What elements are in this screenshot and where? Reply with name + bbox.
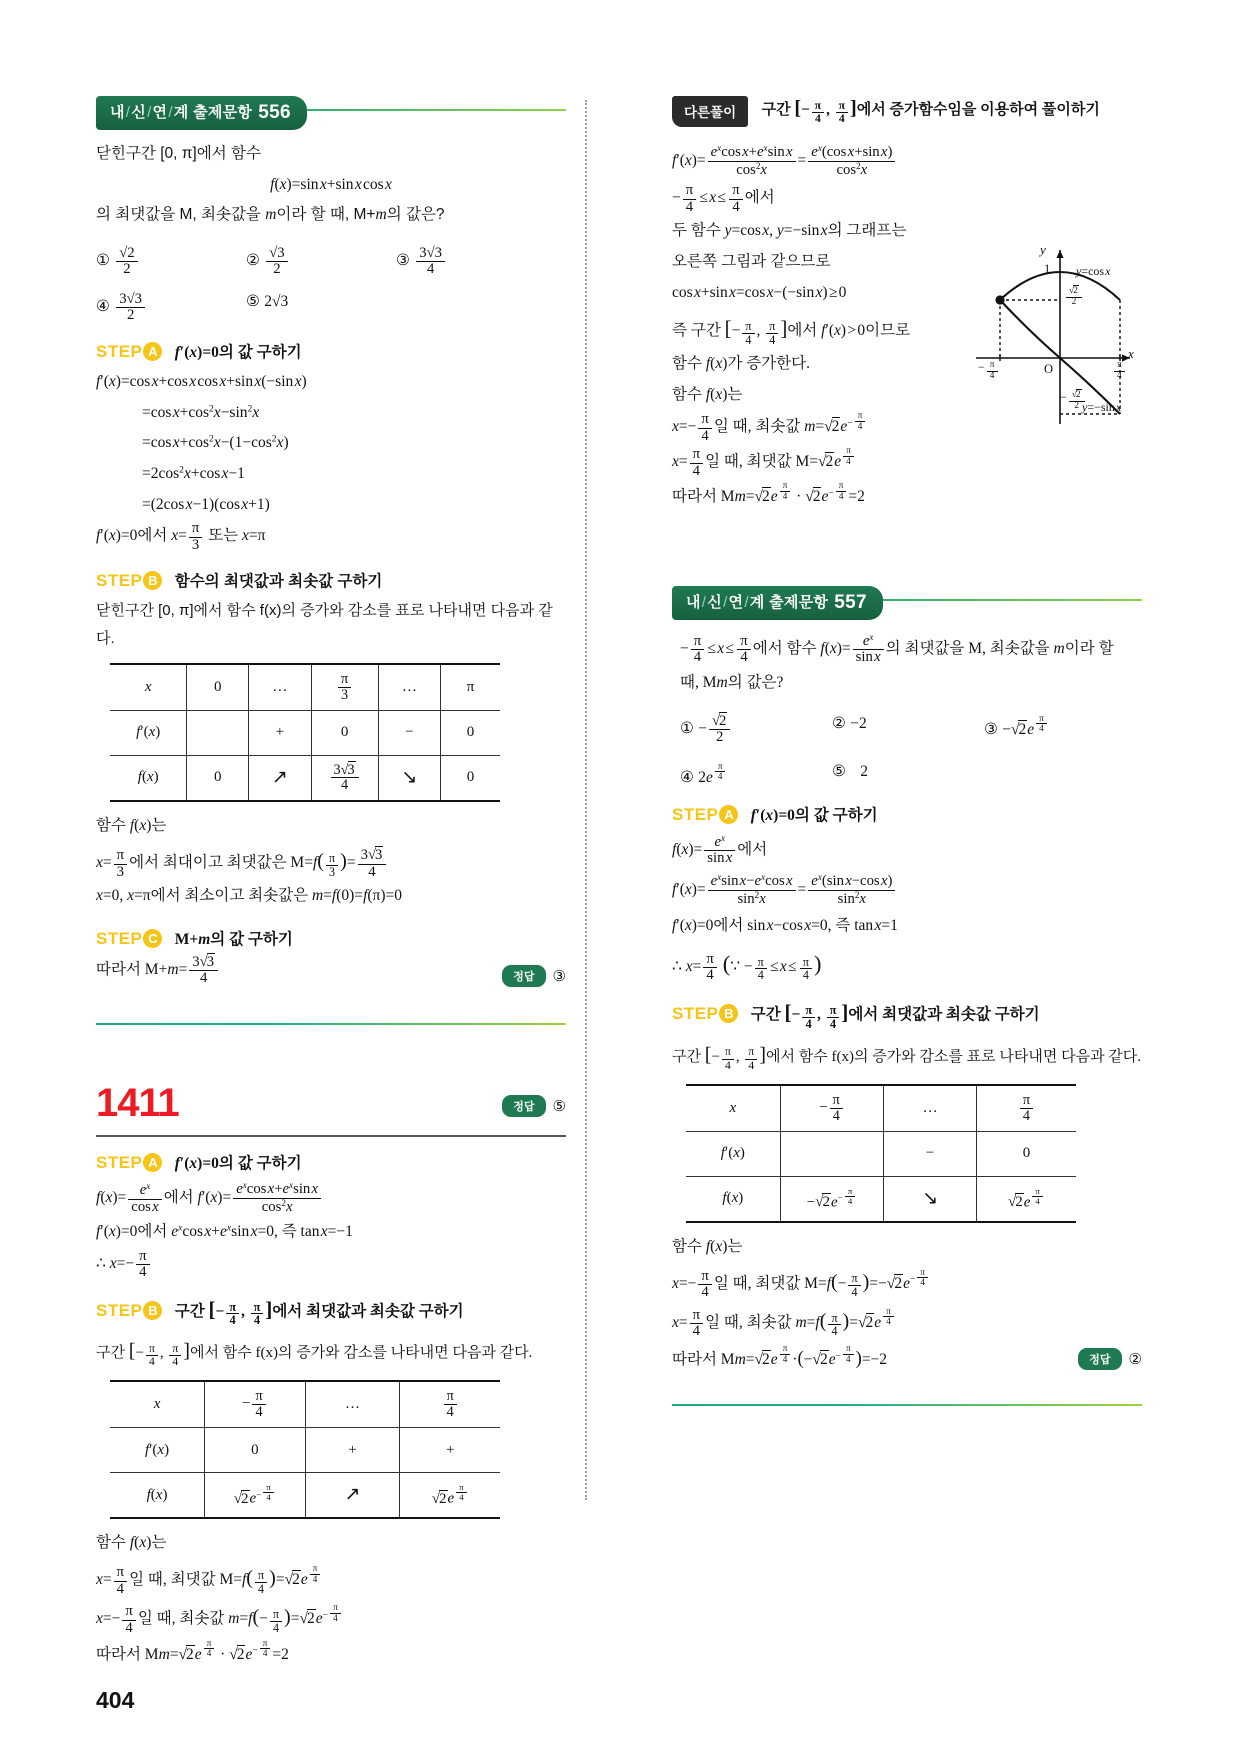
step-a-557-title: f′(x)=0의 값 구하기 (750, 806, 878, 824)
table-row-f (110, 1473, 500, 1519)
step-badge-a: A (143, 1153, 162, 1172)
left-column (96, 96, 566, 1671)
step-a-1411-title: f′(x)=0의 값 구하기 (174, 1155, 302, 1173)
step-b-557-title: 구간 [− $\frac{\pi}{4}$ , $\frac{\pi}{4}$ ]에서 최댓값과 최솟값 구하기 (750, 1000, 1040, 1031)
cell-f-1 (249, 755, 312, 801)
concl-557-3: 따라서 Mm=√2e $^{\frac{\pi}{4}}$ $\cdot(-√2e^{- \frac{\pi}{4}}$ )=−2 (672, 1343, 888, 1370)
choice-4[interactable] (680, 762, 832, 787)
banner-word-2: 신 (707, 593, 723, 611)
q556-line2: 의 최댓값을 M, 최솟값을 m이라 할 때, M+m의 값은? (96, 206, 445, 224)
row-label-x: x (110, 664, 187, 710)
deriv-line-4: $=2\cos^2x+\cos$ x−1 (142, 464, 245, 482)
cell-x-2: $\frac{\pi}{3}$ (311, 664, 378, 710)
line-1411-2: f′(x)=0에서 $e^x\cos$ $x+e^x\sin$ x=0, 즉 tan x=−1 (96, 1222, 353, 1241)
cell-fp-1: + (249, 710, 312, 755)
deriv-line-3: =cos $x+\cos^2x-(1-\cos^2x)$ (142, 433, 289, 452)
cell-x-1: … (249, 664, 312, 710)
concl-556-0: 함수 f(x)는 (96, 817, 167, 835)
cell-f-0: $-√2e^{- \frac{\pi}{4}}$ (780, 1176, 884, 1222)
table-row-x (686, 1085, 1076, 1131)
cell-fp-2: 0 (976, 1131, 1076, 1176)
step-b-557 (672, 1000, 1142, 1030)
cell-f-1 (884, 1176, 976, 1222)
choice-3-mark: ③ (396, 251, 410, 269)
banner-label (672, 586, 883, 620)
line-557-2: f′(x)= $\frac{e^x\sin x-e^x\cos x}{\sin^2x}$ = $\frac{e^x(\sin x-\cos x)}{\sin^2x}$ (672, 871, 1142, 910)
concl-557-1: x=− $\frac{\pi}{4}$ 일 때, 최댓값 M=f(− $\frac{\pi}{4}$ )$=-√2e^{- \frac{\pi}{4}}$ (672, 1264, 1142, 1301)
row-label-fprime: f′(x) (110, 1428, 205, 1473)
page-number: 404 (96, 1687, 135, 1713)
figure-x-label: x (1128, 346, 1134, 361)
cell-fp-1: + (305, 1428, 400, 1473)
cell-f-1 (305, 1473, 400, 1519)
concl-1411-1: x= $\frac{\pi}{4}$ 일 때, 최댓값 M=f( $\frac{\pi}{4}$ )=√2e $^{\frac{\pi}{4}}$ (96, 1560, 566, 1597)
choice-4-value: 2e $^{\frac{\pi}{4}}$ (698, 769, 727, 786)
table-row-f (110, 755, 500, 801)
choice-5-mark: ⑤ (246, 292, 260, 310)
step-word: STEP (672, 1004, 719, 1024)
choice-1[interactable] (680, 714, 832, 746)
table-row-fprime (110, 710, 500, 755)
alt-solution-tag: 다른풀이 (672, 96, 748, 127)
final-556: 따라서 M+m= $\frac{3√3}{4}$ (96, 955, 566, 987)
choice-5-value: 2 (860, 762, 868, 780)
cell-x-0: − $\frac{\pi}{4}$ (205, 1381, 306, 1427)
answer-badge-1411 (502, 1095, 566, 1117)
banner-sep: / (168, 104, 173, 121)
line-557-3: f′(x)=0에서 sin x−cos x=0, 즉 tan x=1 (672, 917, 898, 935)
step-a-557 (672, 803, 1142, 825)
table-intro-1411: 구간 [− $\frac{\pi}{4}$ , $\frac{\pi}{4}$ ]에서 함수 f(x)의 증가와 감소를 나타내면 다음과 같다. (96, 1340, 533, 1369)
alt-line-9: x=− $\frac{\pi}{4}$ 일 때, 최솟값 $m=√2e^{- \frac{\pi}{4}}$ (672, 411, 1142, 444)
line-557-1: f(x)= $\frac{e^x}{\text{sin x}}$ 에서 (672, 832, 768, 867)
cell-x-0: − $\frac{\pi}{4}$ (780, 1085, 884, 1131)
choice-2[interactable] (832, 714, 984, 746)
choice-5[interactable] (832, 762, 984, 787)
concl-557-0: 함수 f(x)는 (672, 1237, 743, 1255)
step-word: STEP (672, 804, 719, 824)
final-row-556 (96, 955, 566, 1009)
table-row-x (110, 664, 500, 710)
cell-fp-2: + (400, 1428, 500, 1473)
table-row-f (686, 1176, 1076, 1222)
answer-mark-557: ② (1128, 1351, 1142, 1369)
choice-1-mark: ① (680, 719, 694, 737)
table-intro-557: 구간 [− $\frac{\pi}{4}$ , $\frac{\pi}{4}$ ]에서 함수 f(x)의 증가와 감소를 표로 나타내면 다음과 같다. (672, 1043, 1142, 1072)
cell-fp-1: − (884, 1131, 976, 1176)
answer-badge-556 (502, 965, 566, 987)
cell-x-1: … (884, 1085, 976, 1131)
answer-pill-label: 정답 (502, 1095, 545, 1117)
alt-solution-header (672, 96, 1142, 127)
row-label-x: x (686, 1085, 780, 1131)
figure-y-label: y (1040, 242, 1046, 257)
column-divider (585, 100, 587, 1500)
problem-557-banner (672, 586, 1142, 616)
step-b-556-title: 함수의 최댓값과 최솟값 구하기 (174, 573, 383, 591)
step-b-1411-title: 구간 [− $\frac{\pi}{4}$ , $\frac{\pi}{4}$ ]에서 최댓값과 최솟값 구하기 (174, 1296, 464, 1328)
figure-negsin-label: y=−sin x (1082, 400, 1122, 414)
choice-4[interactable] (96, 292, 246, 324)
cell-fp-0: 0 (205, 1428, 306, 1473)
final-row-557 (672, 1342, 1142, 1390)
choice-1-mark: ① (96, 251, 110, 269)
deriv-line-2: =cos $x+\cos^2x-\sin^2x$ (142, 403, 260, 421)
roots-line-556: f′(x)=0에서 x= $\frac{\pi}{3}$ 또는 x=π (96, 520, 266, 553)
step-word: STEP (96, 1153, 143, 1173)
banner-sep: / (744, 593, 749, 611)
banner-word-1: 내 (686, 593, 701, 611)
concl-556-2: x=0, x=π에서 최소이고 최솟값은 m=f(0)=f(π)=0 (96, 887, 403, 905)
banner-sep: / (125, 104, 131, 121)
q556-line1: 닫힌구간 [0, π]에서 함수 (96, 145, 261, 162)
banner-word-4: 계 (749, 593, 765, 611)
variation-table-556 (110, 663, 500, 803)
alt-line-5: cos x+sin x=cos x−(−sin x) ≥ 0 (672, 283, 847, 301)
banner-sep: / (723, 593, 728, 611)
step-word: STEP (96, 929, 143, 949)
choice-2-mark: ② (832, 714, 846, 732)
arrow-decrease-icon: ↘ (922, 1187, 939, 1209)
choice-2-value: −2 (850, 714, 867, 732)
choice-2-mark: ② (246, 251, 260, 269)
problem-1411-rule (96, 1135, 566, 1137)
concl-557-2: x= $\frac{\pi}{4}$ 일 때, 최솟값 m=f( $\frac{\pi}{4}$ )=√2e $^{\frac{\pi}{4}}$ (672, 1303, 1142, 1340)
cell-fp-0 (780, 1131, 884, 1176)
arrow-decrease-icon: ↘ (401, 766, 418, 788)
figure-cos-label: y=cos x (1076, 264, 1111, 278)
concl-556-1: x= $\frac{\pi}{3}$ 에서 최대이고 최댓값은 M=f( $\frac{\pi}{3}$ )= $\frac{3√3}{4}$ (96, 843, 566, 880)
cell-f-2: $\frac{3√3}{4}$ (311, 755, 378, 801)
q556-choices-row2 (96, 292, 566, 324)
section-divider-gradient-557 (672, 1404, 1142, 1406)
cell-fp-2: 0 (311, 710, 378, 755)
banner-word-4: 계 (173, 104, 189, 121)
q556-line2-a: 의 최댓값을 M, 최솟값을 (96, 206, 266, 224)
cell-x-2: $\frac{\pi}{4}$ (976, 1085, 1076, 1131)
cell-fp-3: − (378, 710, 441, 755)
step-badge-b: B (143, 571, 162, 590)
step-c-556 (96, 927, 566, 949)
right-column (672, 96, 1142, 1406)
choice-4-mark: ④ (680, 768, 694, 786)
variation-table-1411 (110, 1380, 500, 1519)
q557-line2: 때, Mm의 값은? (680, 674, 784, 692)
cell-fp-4: 0 (441, 710, 500, 755)
alt-line-10: x= $\frac{\pi}{4}$ 일 때, 최댓값 M=√2e $^{\frac{\pi}{4}}$ (672, 446, 1142, 479)
section-divider-gradient (96, 1023, 566, 1025)
answer-mark-1411: ⑤ (552, 1098, 566, 1116)
figure-tick-one: 1 (1044, 262, 1051, 276)
choice-5-value: 2√3 (264, 292, 289, 310)
table-intro-556: 닫힌구간 [0, π]에서 함수 f(x)의 증가와 감소를 표로 나타내면 다음과 같다. (96, 602, 553, 647)
q556-line2-c: 의 값은? (386, 206, 445, 224)
alt-solution-graph-figure (960, 242, 1146, 432)
choice-5-mark: ⑤ (832, 762, 846, 780)
banner-word-3: 연 (728, 593, 744, 611)
banner-number: 556 (258, 102, 291, 123)
choice-2-value: $\frac{√3}{2}$ (266, 246, 287, 278)
q557-choices-row1 (672, 714, 1142, 746)
table-row-x (110, 1381, 500, 1427)
y-axis-arrow-icon (1056, 250, 1063, 258)
table-row-fprime (686, 1131, 1076, 1176)
choice-5[interactable] (246, 292, 396, 324)
q556-formula: f(x)=sin x+sin x cos x (270, 175, 392, 193)
figure-left-tick-label: − $\frac{\pi}{4}$ (978, 360, 1000, 381)
q557-line1: − $\frac{\pi}{4}$ ≤ x ≤ $\frac{\pi}{4}$ 에서 함수 f(x)= $\frac{e^x}{\text{sin x}}$ 의 최댓값을 M, 최솟값을 m이라 할 (680, 631, 1114, 666)
choice-3[interactable] (984, 714, 1136, 746)
row-label-f: f(x) (686, 1176, 780, 1222)
figure-right-tick-label: $\frac{\pi}{4}$ (1112, 360, 1127, 381)
choice-3[interactable] (396, 246, 546, 278)
concl-1411-2: x=− $\frac{\pi}{4}$ 일 때, 최솟값 m=f(− $\frac{\pi}{4}$ )$=√2e^{- \frac{\pi}{4}}$ (96, 1599, 566, 1636)
q556-choices-row1 (96, 246, 566, 278)
alt-line-6: 즉 구간 [− $\frac{\pi}{4}$ , $\frac{\pi}{4}$ ]에서 f′(x) > 0이므로 (672, 316, 911, 347)
figure-value-negative: − $\frac{√2}{2}$ (1060, 390, 1087, 411)
choice-3-value: $\frac{3√3}{4}$ (416, 246, 445, 278)
line-1411-3: ∴ x=− $\frac{\pi}{4}$ (96, 1249, 566, 1281)
deriv-line-5: =(2cos x−1)(cos x+1) (142, 495, 270, 513)
arrow-increase-icon: ↗ (271, 766, 288, 788)
step-word: STEP (96, 341, 143, 361)
row-label-f: f(x) (110, 1473, 205, 1519)
cell-f-3 (378, 755, 441, 801)
alt-line-4: 오른쪽 그림과 같으므로 (672, 252, 831, 270)
concl-1411-0: 함수 f(x)는 (96, 1534, 167, 1552)
step-a-556 (96, 340, 566, 362)
banner-sep: / (147, 104, 152, 121)
deriv-line-1: f′(x)=cos x+cos x cos x+sin x(−sin x) (96, 372, 307, 390)
step-badge-b: B (143, 1301, 162, 1320)
banner-label (96, 96, 307, 130)
row-label-f: f(x) (110, 755, 187, 801)
step-a-1411 (96, 1151, 566, 1173)
line-557-4: ∴ x= $\frac{\pi}{4}$ (∵ − $\frac{\pi}{4}$ ≤ x ≤ $\frac{\pi}{4}$ ) (672, 950, 822, 984)
line-1411-1: f(x)= $\frac{e^x}{\text{cos x}}$ 에서 f′(x)= $\frac{e^x\cos x+e^x\sin x}{\cos^2x}$ (96, 1179, 566, 1216)
alt-line-2: − $\frac{\pi}{4}$ ≤ x ≤ $\frac{\pi}{4}$ 에서 (672, 182, 775, 215)
table-row-fprime (110, 1428, 500, 1473)
answer-pill-label: 정답 (502, 965, 545, 987)
choice-4-value: $\frac{3√3}{2}$ (116, 292, 145, 324)
problem-1411-header (96, 1083, 566, 1129)
step-badge-a: A (719, 805, 738, 824)
alt-line-11: 따라서 Mm=√2e $^{\frac{\pi}{4}}$ · $√2e^{- \frac{\pi}{4}}$ =2 (672, 480, 865, 506)
choice-2[interactable] (246, 246, 396, 278)
alt-line-7: 함수 f(x)가 증가한다. (672, 354, 810, 372)
banner-text: 출제문항 (193, 104, 253, 121)
cell-f-2: √2e $^{\frac{\pi}{4}}$ (976, 1176, 1076, 1222)
step-b-1411 (96, 1297, 566, 1327)
problem-556-banner (96, 96, 566, 126)
answer-pill-label: 정답 (1078, 1348, 1121, 1370)
problem-number-1411: 1411 (96, 1081, 179, 1126)
figure-value-positive: $\frac{√2}{2}$ (1064, 286, 1084, 307)
q557-choices-row2 (672, 762, 1142, 787)
root-frac: $\frac{\pi}{3}$ (189, 521, 202, 553)
choice-3-mark: ③ (984, 720, 998, 738)
cell-x-2: $\frac{\pi}{4}$ (400, 1381, 500, 1427)
banner-number: 557 (834, 591, 867, 613)
cell-f-0: 0 (187, 755, 249, 801)
alt-line-8: 함수 f(x)는 (672, 385, 743, 403)
banner-sep: / (701, 593, 707, 611)
step-badge-a: A (143, 342, 162, 361)
choice-4-mark: ④ (96, 297, 110, 315)
choice-3-value: −√2e $^{\frac{\pi}{4}}$ (1002, 721, 1049, 738)
cell-fp-0 (187, 710, 249, 755)
figure-origin-label: O (1044, 362, 1054, 376)
step-badge-c: C (143, 929, 162, 948)
banner-text: 출제문항 (769, 593, 829, 611)
alt-line-3: 두 함수 y=cos x, y=−sin x의 그래프는 (672, 222, 907, 240)
cell-f-2: √2e $^{\frac{\pi}{4}}$ (400, 1473, 500, 1519)
answer-mark-556: ③ (552, 968, 566, 986)
choice-1-value: $\frac{√2}{2}$ (116, 246, 137, 278)
q556-line2-b: 이라 할 때, M+ (276, 206, 376, 224)
variation-table-557 (686, 1084, 1076, 1223)
banner-word-2: 신 (131, 104, 147, 121)
arrow-increase-icon: ↗ (344, 1484, 361, 1506)
cell-x-3: … (378, 664, 441, 710)
alt-solution-title: 구간 [− $\frac{\pi}{4}$ , $\frac{\pi}{4}$ ]에서 증가함수임을 이용하여 풀이하기 (761, 97, 1100, 126)
step-word: STEP (96, 571, 143, 591)
row-label-fprime: f′(x) (686, 1131, 780, 1176)
step-word: STEP (96, 1300, 143, 1320)
row-label-fprime: f′(x) (110, 710, 187, 755)
cell-x-1: … (305, 1381, 400, 1427)
banner-word-1: 내 (110, 104, 125, 121)
banner-word-3: 연 (152, 104, 168, 121)
cell-f-0: $√2e^{- \frac{\pi}{4}}$ (205, 1473, 306, 1519)
cell-f-4: 0 (441, 755, 500, 801)
concl-1411-3: 따라서 Mm=√2e $^{\frac{\pi}{4}}$ · $√2e^{- \frac{\pi}{4}}$ =2 (96, 1637, 289, 1663)
step-b-556 (96, 569, 566, 591)
alt-line-1: f′(x)= $\frac{e^x\cos x+e^x\sin x}{\cos^2x}$ = $\frac{e^x(\cos x+\sin x)}{\cos^2x}$ (672, 141, 1142, 181)
step-badge-b: B (719, 1004, 738, 1023)
cell-x-0: 0 (187, 664, 249, 710)
choice-1-value: − $\frac{√2}{2}$ (698, 720, 732, 737)
step-a-556-title: f′(x)=0의 값 구하기 (174, 343, 302, 361)
row-label-x: x (110, 1381, 205, 1427)
step-c-556-title: M+m의 값 구하기 (174, 931, 293, 949)
answer-badge-557 (1078, 1348, 1142, 1370)
cell-x-4: π (441, 664, 500, 710)
choice-1[interactable] (96, 246, 246, 278)
